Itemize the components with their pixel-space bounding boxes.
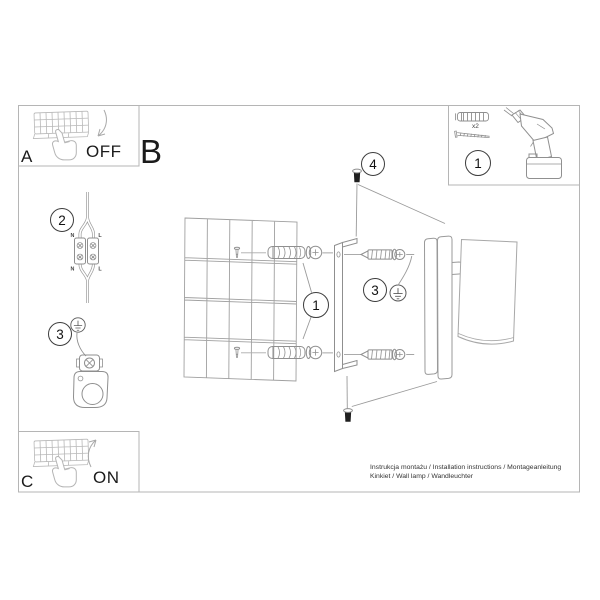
- callout-ground-terminal: 3: [363, 278, 387, 302]
- terminal-label-l-top: L: [98, 233, 102, 239]
- callout-lock-screw: 4: [361, 152, 385, 176]
- wire-connector-drawing: [71, 192, 103, 303]
- lamp-body-drawing: [425, 236, 463, 379]
- callout-ground-part: 3: [48, 322, 72, 346]
- tiled-wall-drawing: [184, 218, 297, 381]
- screw-icon: [455, 131, 490, 138]
- footer-line2: Kinkiet / Wall lamp / Wandleuchter: [370, 472, 473, 480]
- panel-a-label: A: [21, 147, 33, 166]
- lamp-shade-drawing: [458, 240, 517, 345]
- bracket-screw-top: [344, 249, 414, 259]
- lock-screw-top: [353, 169, 362, 182]
- footer-line1: Instrukcja montażu / Installation instructions / Montageanleitung: [370, 464, 562, 471]
- ground-terminal-icon: [390, 256, 412, 301]
- callout-kit: 1: [465, 150, 491, 176]
- callout-anchors: 1: [303, 292, 329, 318]
- pressing-hand-icon-a: [52, 130, 76, 160]
- footer-text: [370, 464, 561, 482]
- terminal-label-n-top: N: [70, 233, 75, 239]
- arrow-up-icon: [88, 440, 96, 467]
- panel-a-state: OFF: [86, 142, 122, 161]
- kit-quantity-label: x2: [472, 123, 479, 130]
- wall-plug-icon: [456, 113, 489, 122]
- terminal-label-n-bottom: N: [70, 266, 75, 273]
- panel-c-state: ON: [93, 468, 120, 487]
- callout-connector: 2: [50, 208, 74, 232]
- panel-c-label: C: [21, 472, 34, 491]
- ground-clamp-drawing: [71, 318, 108, 408]
- lock-screw-bottom: [344, 409, 353, 422]
- terminal-label-l-bottom: L: [98, 266, 102, 273]
- anchor-assembly-bottom: [234, 346, 333, 358]
- drill-icon: [504, 108, 562, 179]
- anchor-assembly-top: [234, 246, 333, 258]
- mounting-bracket-drawing: [335, 239, 358, 372]
- arrow-down-icon: [98, 110, 106, 136]
- section-b-label: B: [140, 133, 163, 170]
- bracket-screw-bottom: [344, 349, 414, 359]
